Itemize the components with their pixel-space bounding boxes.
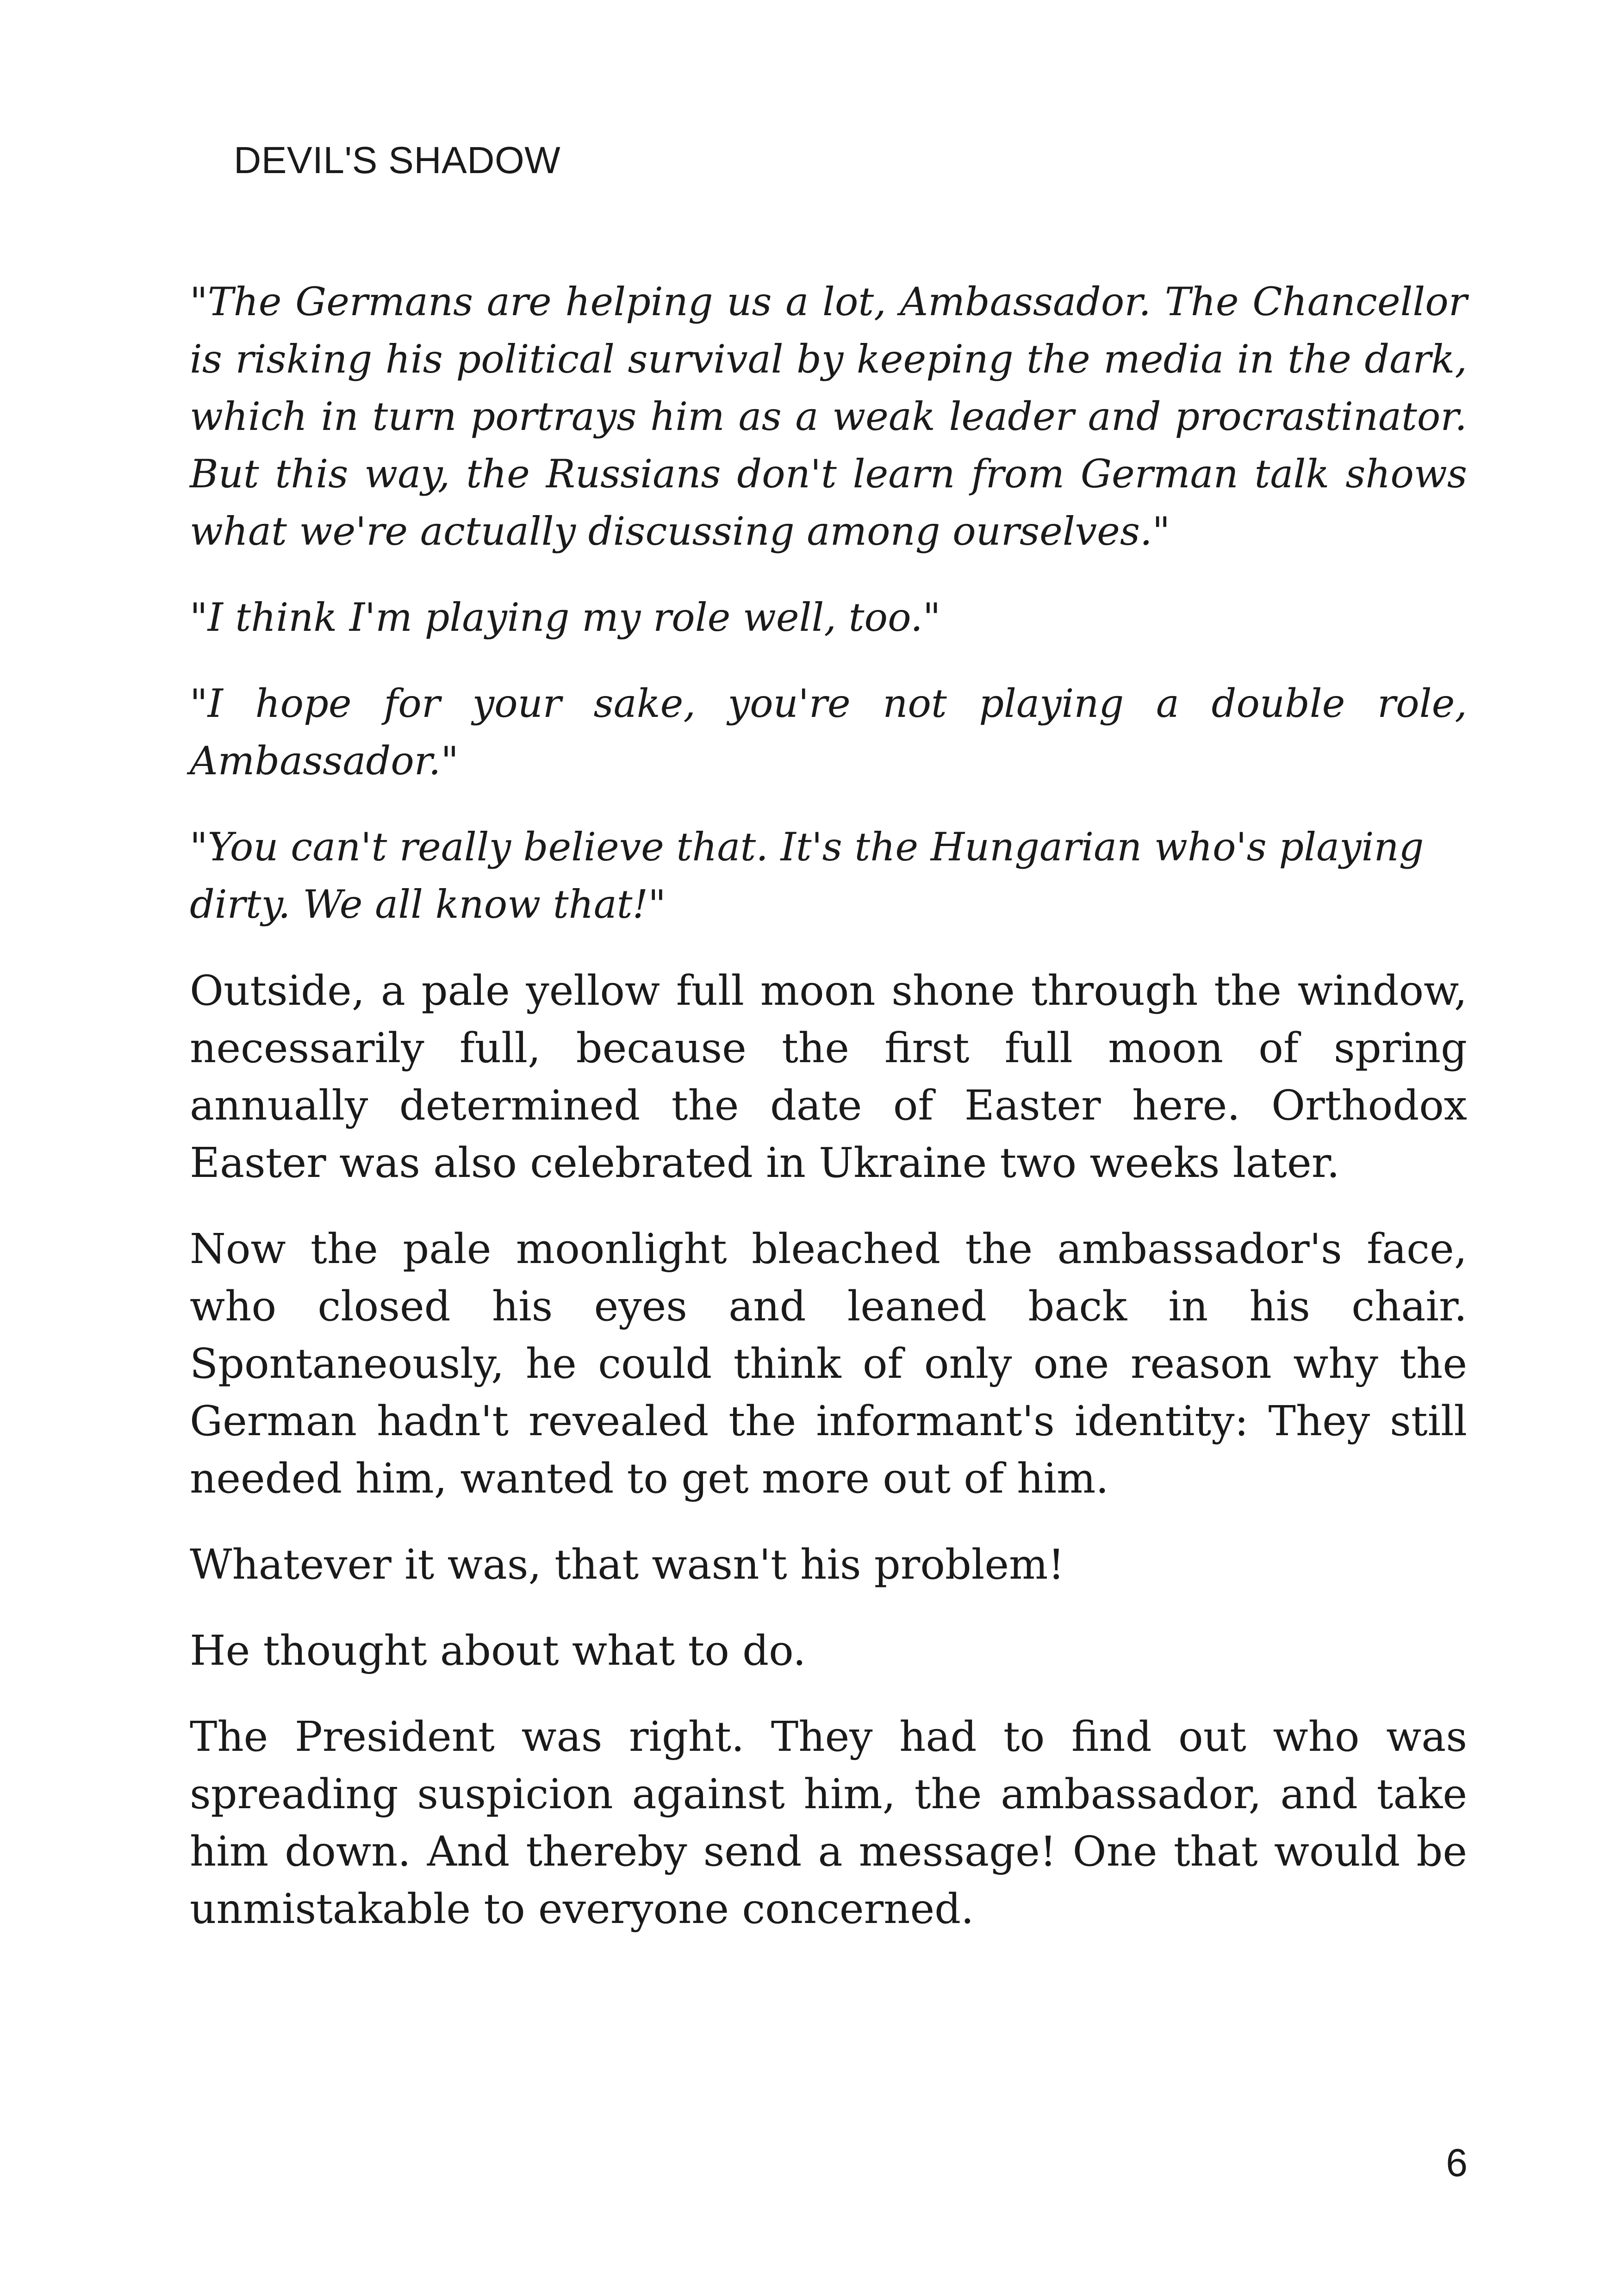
narrative-paragraph: The President was right. They had to find out who was spreading suspicion against him, the ambassador, and take him down. And thereby send a message! One that would be unmistakable to everyone concerned. (190, 1712, 1467, 1933)
narrative-paragraph: Outside, a pale yellow full moon shone through the window, necessarily full, because the first full moon of spring annually determined the date of Easter here. Orthodox Easter was also celebrated in Ukraine two weeks later. (190, 966, 1467, 1187)
dialogue-paragraph: "You can't really believe that. It's the Hungarian who's playing dirty. We all know that!" (190, 824, 1424, 927)
dialogue-paragraph: "I hope for your sake, you're not playing a double role, Ambassador." (190, 681, 1467, 784)
narrative-paragraph: Whatever it was, that wasn't his problem! (190, 1540, 1065, 1588)
narrative-paragraph: He thought about what to do. (190, 1626, 806, 1674)
body-text (190, 273, 1467, 1966)
dialogue-paragraph: "The Germans are helping us a lot, Ambassador. The Chancellor is risking his political survival by keeping the media in the dark, which in turn portrays him as a weak leader and procrastinator. But this way, the Russians don't learn from German talk shows what we're actually discussing among ourselves." (190, 279, 1467, 554)
narrative-paragraph: Now the pale moonlight bleached the ambassador's face, who closed his eyes and leaned back in his chair. Spontaneously, he could think of only one reason why the German hadn't revealed the informant's identity: They still needed him, wanted to get more out of him. (190, 1225, 1467, 1502)
running-header: DEVIL'S SHADOW (234, 139, 561, 181)
dialogue-paragraph: "I think I'm playing my role well, too." (190, 595, 941, 640)
page-number: 6 (1446, 2141, 1468, 2184)
